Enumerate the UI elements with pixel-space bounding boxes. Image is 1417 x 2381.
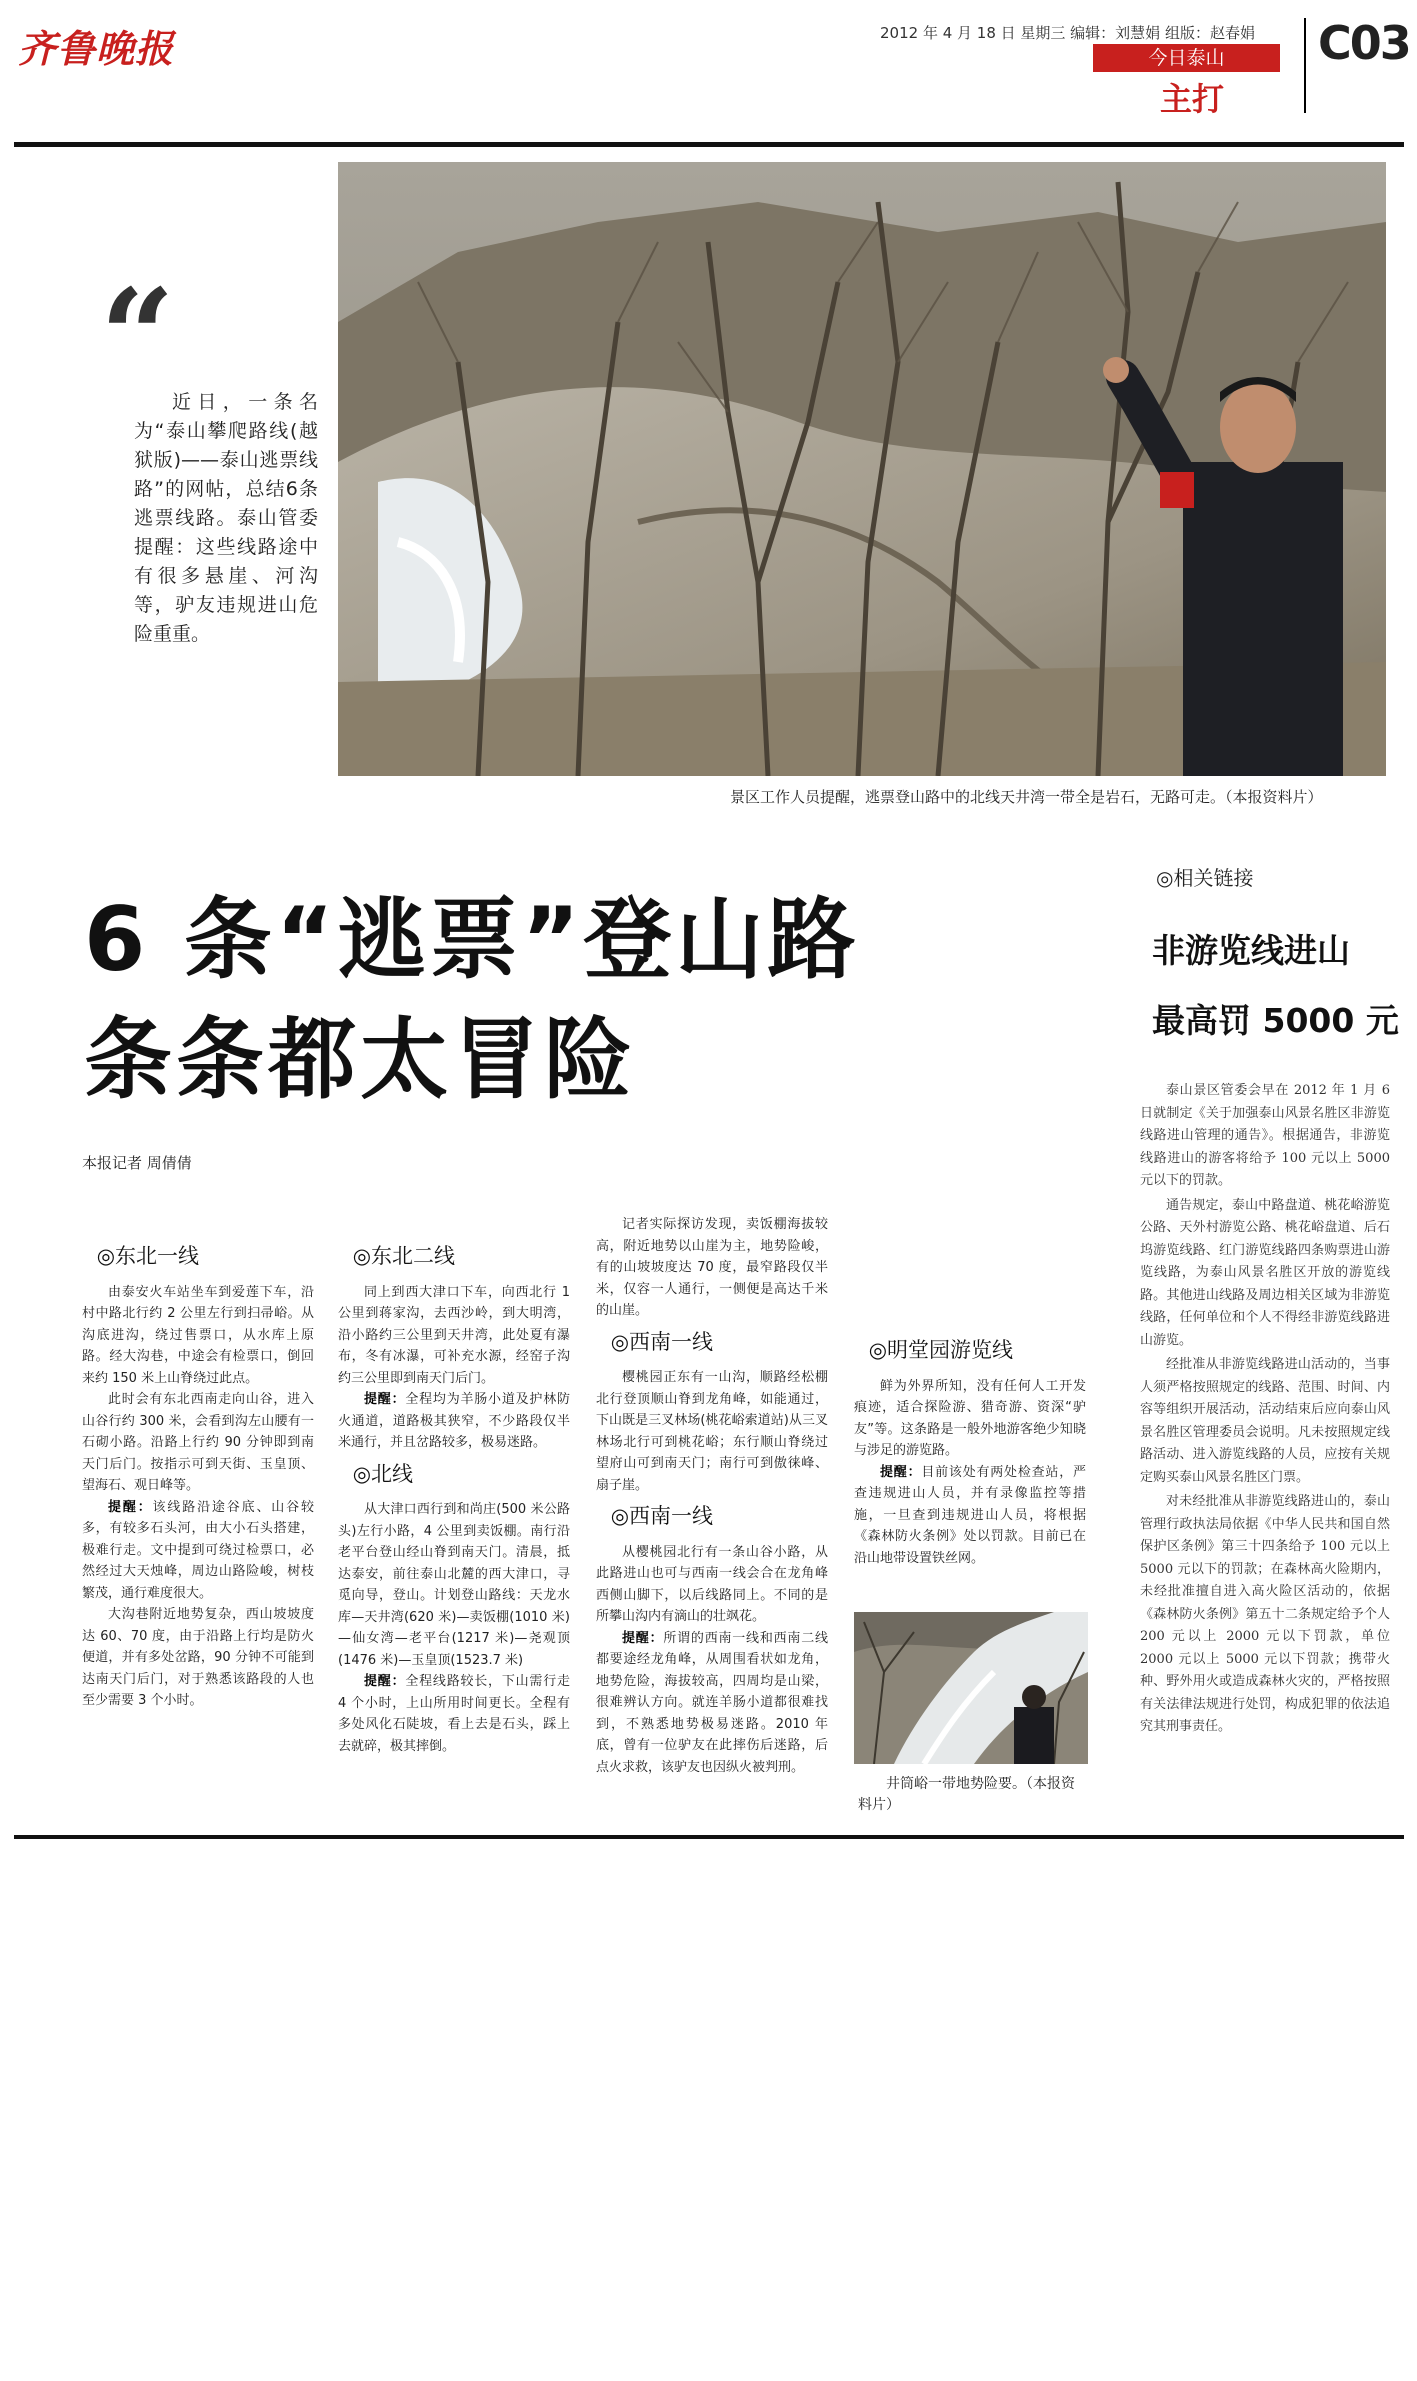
page-number: C03 — [1318, 16, 1410, 70]
tip-text: 该线路沿途谷底、山谷较多，有较多石头河，由大小石头搭建，极难行走。文中提到可绕过检票口，必然经过大天烛峰，周边山路险峻，树枝繁茂，通行难度很大。 — [82, 1499, 314, 1601]
tip-label: 提醒： — [364, 1392, 406, 1407]
article-column-2 — [338, 1236, 570, 1757]
headline-line-2: 条条都太冒险 — [84, 1008, 637, 1111]
tip-label: 提醒： — [364, 1674, 406, 1689]
article-paragraph: 记者实际探访发现，卖饭棚海拔较高，附近地势以山崖为主，地势险峻，有的山坡坡度达 70 度，最窄路段仅半米，仅容一人通行，一侧便是高达千米的山崖。 — [596, 1217, 828, 1318]
related-link-label: ◎相关链接 — [1156, 866, 1254, 890]
article-paragraph — [338, 1389, 570, 1454]
byline: 本报记者 周倩倩 — [82, 1154, 192, 1172]
section-heading-northeast-1: ◎东北一线 — [96, 1244, 200, 1268]
article-paragraph: 大沟巷附近地势复杂，西山坡坡度达 60、70 度，由于沿路上行均是防火便道，并有多处岔路，90 分钟不可能到达南天门后门，对于熟悉该路段的人也至少需要 3 个小时。 — [82, 1607, 314, 1708]
sidebar-paragraph: 泰山景区管委会早在 2012 年 1 月 6 日就制定《关于加强泰山风景名胜区非游览线路进山管理的通告》。根据通告，非游览线路进山的游客将给予 100 元以上 5000 元以下的罚款。 — [1140, 1083, 1390, 1188]
tip-text: 全程均为羊肠小道及护林防火通道，道路极其狭窄，不少路段仅半米通行，并且岔路较多，极易迷路。 — [338, 1392, 570, 1450]
main-photo — [338, 162, 1386, 776]
tip-text: 全程线路较长，下山需行走 4 个小时，上山所用时间更长。全程有多处风化石陡坡，看上去是石头，踩上去就碎，极其摔倒。 — [338, 1674, 570, 1754]
headline — [84, 880, 860, 1120]
photo-caption: 景区工作人员提醒，逃票登山路中的北线天井湾一带全是岩石，无路可走。（本报资料片） — [730, 788, 1323, 806]
sidebar-title-line-1: 非游览线进山 — [1152, 931, 1350, 970]
tip-text: 目前该处有两处检查站，严查违规进山人员，并有录像监控等措施，一旦查到违规进山人员，将根据《森林防火条例》处以罚款。目前已在沿山地带设置铁丝网。 — [854, 1464, 1086, 1566]
article-paragraph — [854, 1462, 1086, 1570]
quote-icon: “ — [100, 260, 175, 413]
dateline: 2012 年 4 月 18 日 星期三 编辑：刘慧娟 组版：赵春娟 — [880, 24, 1255, 42]
sidebar-body — [1140, 1080, 1390, 1741]
article-paragraph — [338, 1671, 570, 1757]
masthead-divider — [1304, 18, 1306, 113]
article-paragraph: 从樱桃园北行有一条山谷小路，从此路进山也可与西南一线会合在龙角峰西侧山脚下，以后线路同上。不同的是所攀山沟内有滴山的壮飒花。 — [596, 1544, 828, 1624]
tip-label: 提醒： — [622, 1630, 664, 1646]
sidebar-title — [1152, 916, 1399, 1056]
article-paragraph: 此时会有东北西南走向山谷，进入山谷行约 300 米，会看到沟左山腰有一石砌小路。沿路上行约 90 分钟即到南天门后门。按指示可到天街、玉皇顶、望海石、观日峰等。 — [82, 1392, 314, 1493]
inset-caption: 井筒峪一带地势险要。（本报资料片） — [858, 1776, 1075, 1813]
newspaper-logo: 齐鲁晚报 — [18, 26, 175, 71]
jingtongyu-image — [854, 1612, 1088, 1764]
section-heading-north: ◎北线 — [352, 1461, 414, 1486]
sidebar-title-line-2: 最高罚 5000 元 — [1152, 1001, 1399, 1040]
section-subtitle: 主打 — [1160, 80, 1225, 118]
tip-text: 所谓的西南一线和西南二线都要途经龙角峰，从周围看状如龙角，地势危险，海拔较高，四周均是山梁，很难辨认方向。就连羊肠小道都很难找到，不熟悉地势极易迷路。2010 年底，曾有一位驴友在此摔伤后迷路，后点火求救，该驴友也因纵火被判刑。 — [596, 1630, 828, 1775]
article-paragraph: 鲜为外界所知，没有任何人工开发痕迹，适合探险游、猎奇游、资深“驴友”等。这条路是一般外地游客绝少知晓与涉足的游览路。 — [854, 1378, 1086, 1458]
sidebar-paragraph: 经批准从非游览线路进山活动的，当事人须严格按照规定的线路、范围、时间、内容等组织开展活动，活动结束后应向泰山风景名胜区管理委员会说明。凡未按照规定线路活动、进入游览线路的人员，应按有关规定购买泰山风景名胜区门票。 — [1140, 1357, 1390, 1485]
tip-label: 提醒： — [880, 1464, 922, 1480]
section-heading-southwest-2: ◎西南一线 — [610, 1504, 714, 1528]
mountain-scene-image — [338, 162, 1386, 776]
sidebar-paragraph: 通告规定，泰山中路盘道、桃花峪游览公路、天外村游览公路、桃花峪盘道、后石坞游览线路、红门游览线路四条购票进山游览线路，为泰山风景名胜区开放的游览线路。其他进山线路及周边相关区域为非游览线路，任何单位和个人不得经非游览线路进山游览。 — [1140, 1197, 1390, 1348]
intro-paragraph: 近日，一条名为“泰山攀爬路线(越狱版)——泰山逃票线路”的网帖，总结6条逃票线路。泰山管委提醒：这些线路途中有很多悬崖、河沟等，驴友违规进山危险重重。 — [134, 391, 318, 645]
article-column-3 — [596, 1214, 828, 1778]
headline-line-1: 6 条“逃票”登山路 — [84, 888, 860, 991]
section-heading-southwest-1: ◎西南一线 — [610, 1329, 714, 1354]
article-paragraph: 同上到西大津口下车，向西北行 1 公里到蒋家沟，去西沙岭，到大明湾，沿小路约三公里到天井湾，此处夏有瀑布，冬有冰瀑，可补充水源，经窑子沟约三公里即到南天门后门。 — [338, 1284, 570, 1386]
article-paragraph — [82, 1497, 314, 1605]
article-paragraph: 樱桃园正东有一山沟，顺路经松棚北行登顶顺山脊到龙角峰，如能通过，下山既是三叉林场(桃花峪索道站)从三叉林场北行可到桃花峪；东行顺山脊绕过望府山可到南天门；南行可到傲徕峰、扇子崖。 — [596, 1370, 828, 1493]
article-paragraph: 从大津口西行到和尚庄(500 米公路头)左行小路，4 公里到卖饭棚。南行沿老平台登山经山脊到南天门。清晨，抵达泰安，前往泰山北麓的西大津口，寻觅向导，登山。计划登山路线：天龙水库—天井湾(620 米)—卖饭棚(1010 米)—仙女湾—老平台(1217 米)—尧观顶(1476 米)—玉皇顶(1523.7 米) — [338, 1502, 570, 1668]
section-heading-mingtangyuan: ◎明堂园游览线 — [868, 1338, 1014, 1362]
section-tag: 今日泰山 — [1093, 44, 1280, 72]
article-paragraph — [596, 1628, 828, 1779]
sidebar-paragraph: 对未经批准从非游览线路进山的，泰山管理行政执法局依据《中华人民共和国自然保护区条例》第三十四条给予 100 元以上 5000 元以下的罚款；在森林高火险期内，未经批准擅自进入高火险区活动的，依据《森林防火条例》第五十二条规定给予个人 200 元以上 2000 元以下罚款，单位 2000 元以上 5000 元以下罚款；携带火种、野外用火或造成森林火灾的，严格按照有关法律法规进行处罚，构成犯罪的依法追究其刑事责任。 — [1140, 1494, 1390, 1734]
article-column-4 — [854, 1330, 1086, 1569]
tip-label: 提醒： — [108, 1499, 153, 1515]
section-heading-northeast-2: ◎东北二线 — [352, 1244, 456, 1268]
inset-photo — [854, 1612, 1088, 1764]
article-paragraph: 由泰安火车站坐车到爱莲下车，沿村中路北行约 2 公里左行到扫帚峪。从沟底进沟，绕过售票口，从水库上原路。经大沟巷，中途会有检票口，倒回来约 150 米上山脊绕过此点。 — [82, 1284, 314, 1386]
article-column-1 — [82, 1236, 314, 1712]
